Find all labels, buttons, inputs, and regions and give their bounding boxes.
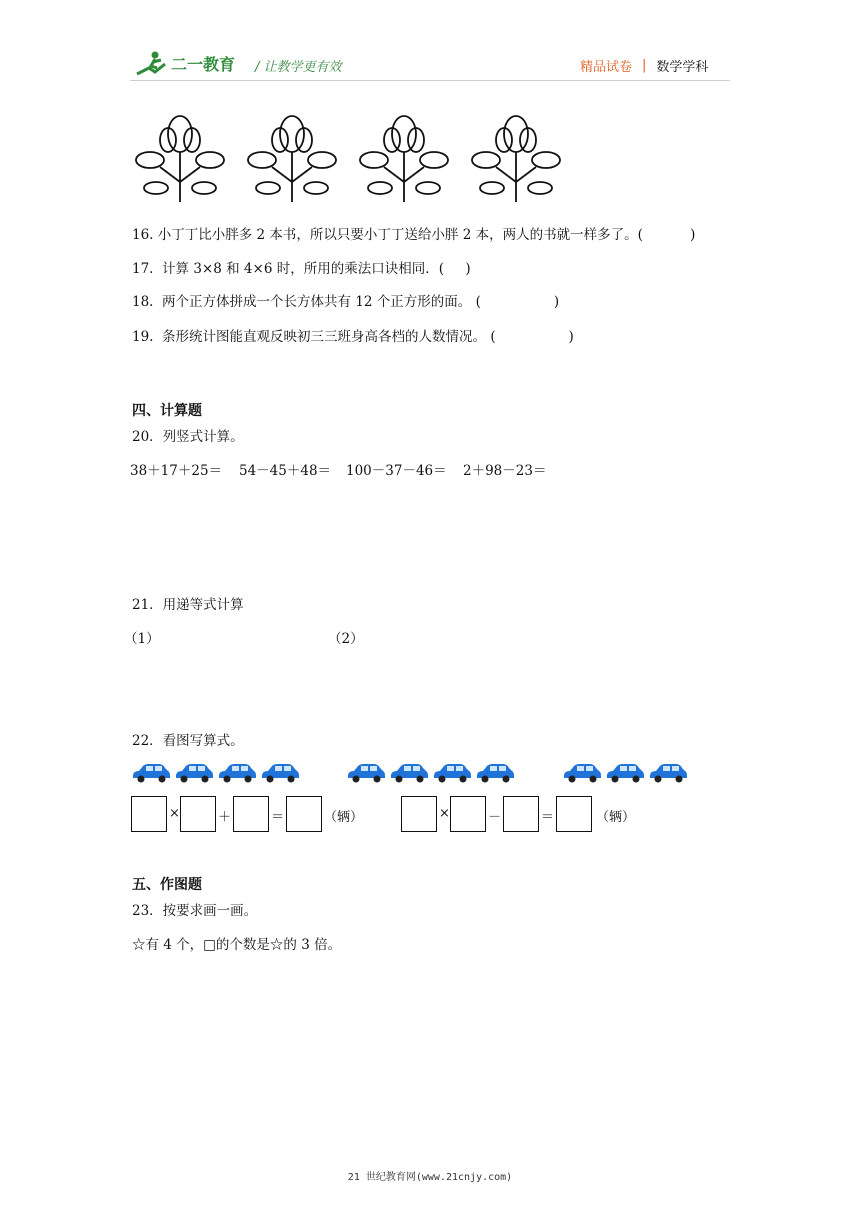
q21-part-2: （2） (328, 631, 364, 647)
equals-sign: ＝ (541, 810, 555, 825)
runner-logo-icon (135, 50, 169, 76)
answer-box[interactable] (131, 796, 167, 832)
header-right (580, 56, 708, 75)
answer-box[interactable] (401, 796, 437, 832)
header-separator: | (642, 58, 647, 73)
car-icon (260, 762, 300, 784)
flower-icon (132, 112, 228, 204)
car-icon (131, 762, 171, 784)
question-23-title: 23．按要求画一画。 (132, 903, 258, 919)
question-23-text: ☆有 4 个，□的个数是☆的 3 倍。 (132, 937, 342, 953)
question-22-title: 22．看图写算式。 (132, 733, 244, 749)
answer-box[interactable] (556, 796, 592, 832)
brand-logo (135, 50, 235, 76)
flower-icon (356, 112, 452, 204)
car-group-2 (346, 762, 515, 784)
question-18: 18. 两个正方体拼成一个长方体共有 12 个正方形的面。 ( ) (132, 294, 560, 310)
car-icon (174, 762, 214, 784)
q20-expression: 38＋17＋25＝ (130, 463, 223, 479)
multiply-sign: × (439, 806, 450, 821)
answer-box[interactable] (233, 796, 269, 832)
question-19: 19. 条形统计图能直观反映初三三班身高各档的人数情况。 ( ) (132, 329, 574, 345)
header-slogan: / 让教学更有效 (255, 60, 342, 75)
page-footer: 21 世纪教育网(www.21cnjy.com) (347, 1172, 513, 1183)
unit-label: （辆） (324, 810, 364, 825)
minus-sign: － (488, 810, 502, 825)
q20-expression: 54－45＋48＝ (239, 463, 332, 479)
header-label-premium: 精品试卷 (580, 60, 633, 75)
answer-box[interactable] (503, 796, 539, 832)
unit-label: （辆） (596, 810, 636, 825)
car-icon (475, 762, 515, 784)
car-group-3 (562, 762, 688, 784)
car-icon (648, 762, 688, 784)
answer-box[interactable] (286, 796, 322, 832)
car-icon (217, 762, 257, 784)
header-label-subject: 数学学科 (656, 60, 709, 75)
header-divider (130, 80, 730, 81)
question-17: 17. 计算 3×8 和 4×6 时，所用的乘法口诀相同．( ) (132, 261, 471, 277)
question-16: 16. 小丁丁比小胖多 2 本书，所以只要小丁丁送给小胖 2 本，两人的书就一样多了。( ) (132, 227, 696, 243)
car-icon (432, 762, 472, 784)
car-icon (389, 762, 429, 784)
flower-illustrations (132, 112, 564, 204)
brand-name: 二一教育 (171, 54, 236, 74)
section-title-drawing: 五、作图题 (132, 877, 202, 893)
q20-expression: 100－37－46＝ (346, 463, 447, 479)
answer-box[interactable] (180, 796, 216, 832)
q20-expression: 2＋98－23＝ (463, 463, 547, 479)
multiply-sign: × (169, 806, 180, 821)
section-title-calculation: 四、计算题 (132, 403, 202, 419)
q21-part-1: （1） (124, 631, 160, 647)
flower-icon (244, 112, 340, 204)
plus-sign: ＋ (218, 810, 232, 825)
car-icon (346, 762, 386, 784)
flower-icon (468, 112, 564, 204)
question-20-title: 20．列竖式计算。 (132, 429, 244, 445)
answer-box[interactable] (450, 796, 486, 832)
car-icon (562, 762, 602, 784)
car-icon (605, 762, 645, 784)
car-group-1 (131, 762, 300, 784)
question-21-title: 21．用递等式计算 (132, 597, 244, 613)
equals-sign: ＝ (271, 810, 285, 825)
